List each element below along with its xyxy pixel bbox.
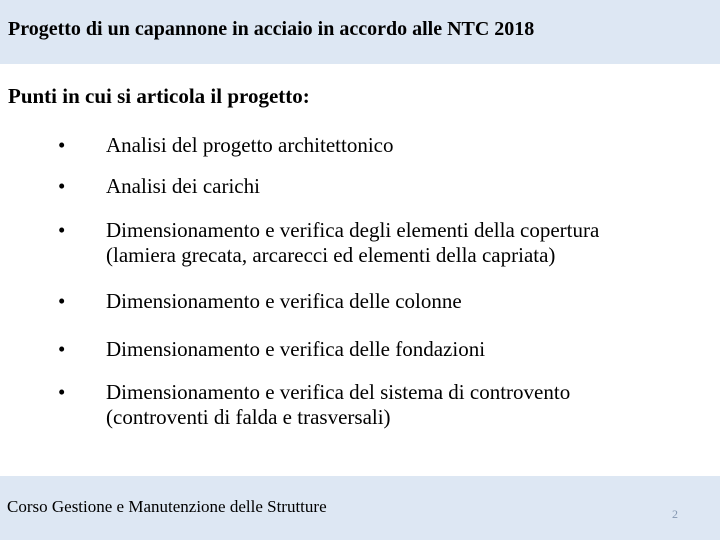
footer-text: Corso Gestione e Manutenzione delle Strutture	[7, 497, 327, 516]
list-item-line: (lamiera grecata, arcarecci ed elementi della capriata)	[106, 243, 556, 267]
bullet: •	[58, 289, 66, 313]
bullet: •	[58, 218, 66, 242]
list-item-line: Dimensionamento e verifica del sistema di controvento	[106, 380, 571, 404]
bullet: •	[58, 133, 66, 157]
list-item-line: Analisi del progetto architettonico	[106, 133, 394, 157]
footer-band	[0, 476, 720, 540]
slide-title: Progetto di un capannone in acciaio in accordo alle NTC 2018	[8, 18, 535, 40]
bullet: •	[58, 380, 66, 404]
bullet: •	[58, 174, 66, 198]
list-item-line: Dimensionamento e verifica delle colonne	[106, 289, 462, 313]
list-item-line: (controventi di falda e trasversali)	[106, 405, 391, 429]
header-band	[0, 0, 720, 64]
list-item-line: Dimensionamento e verifica degli elementi della copertura	[106, 218, 600, 242]
page-number: 2	[672, 507, 678, 521]
list-item-line: Dimensionamento e verifica delle fondazioni	[106, 337, 486, 361]
intro-heading: Punti in cui si articola il progetto:	[8, 84, 310, 108]
bullet: •	[58, 337, 66, 361]
list-item-line: Analisi dei carichi	[106, 174, 260, 198]
